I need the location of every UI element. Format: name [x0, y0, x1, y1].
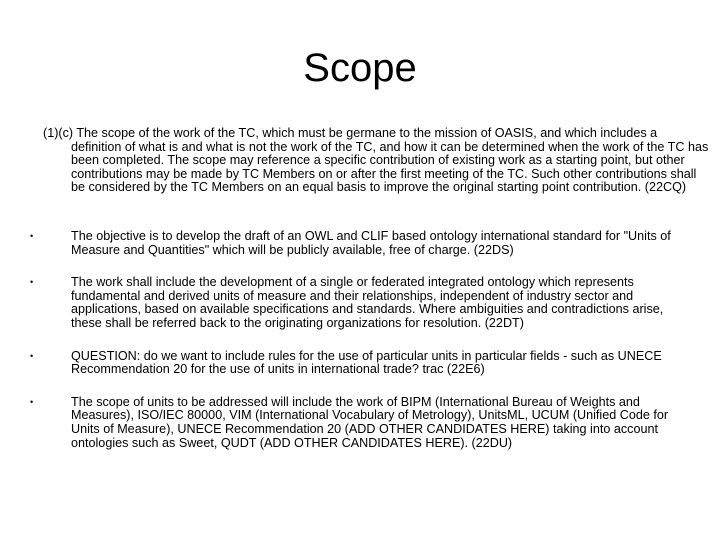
bullet-dot-icon: •	[30, 396, 34, 407]
bullet-dot-icon: •	[30, 231, 34, 241]
slide-title: Scope	[303, 46, 417, 90]
bullet-item	[30, 348, 683, 377]
bullet-item	[30, 394, 683, 450]
bullet-text: The work shall include the development of a single or federated integrated ontology which represents fundamental and derived units of measure and their relationships, independent of industry sector and applications, based on available specifications and standards. Where ambiguities and contradictions arise, these shall be referred back to the originating organizations for resolution. (22DT)	[71, 275, 664, 330]
intro-paragraph: (1)(c) The scope of the work of the TC, which must be germane to the mission of OASIS, and which includes a definition of what is and what is not the work of the TC, and how it can be determined when the work of the TC has been completed. The scope may reference a specific contribution of existing work as a starting point, but other contributions may be made by TC Members on or after the first meeting of the TC. Such other contributions shall be considered by the TC Members on an equal basis to improve the original starting point contribution. (22CQ)	[43, 126, 709, 195]
bullet-text: The objective is to develop the draft of an OWL and CLIF based ontology international standard for "Units of Measure and Quantities" which will be publicly available, free of charge. (22DS)	[71, 229, 671, 257]
bullet-dot-icon: •	[30, 277, 34, 288]
bullet-text: QUESTION: do we want to include rules for the use of particular units in particular fields - such as UNECE Recommendation 20 for the use of units in international trade? trac (22E6)	[71, 348, 662, 377]
bullet-list	[30, 229, 683, 469]
bullet-item	[30, 229, 683, 257]
bullet-dot-icon: •	[30, 350, 34, 361]
bullet-item	[30, 275, 683, 330]
bullet-text: The scope of units to be addressed will include the work of BIPM (International Bureau of Weights and Measures), ISO/IEC 80000, VIM (International Vocabulary of Metrology), UnitsML, UCUM (Unified Code for Units of Measure), UNECE Recommendation 20 (ADD OTHER CANDIDATES HERE) taking into account ontologies such as Sweet, QUDT (ADD OTHER CANDIDATES HERE). (22DU)	[71, 394, 669, 450]
